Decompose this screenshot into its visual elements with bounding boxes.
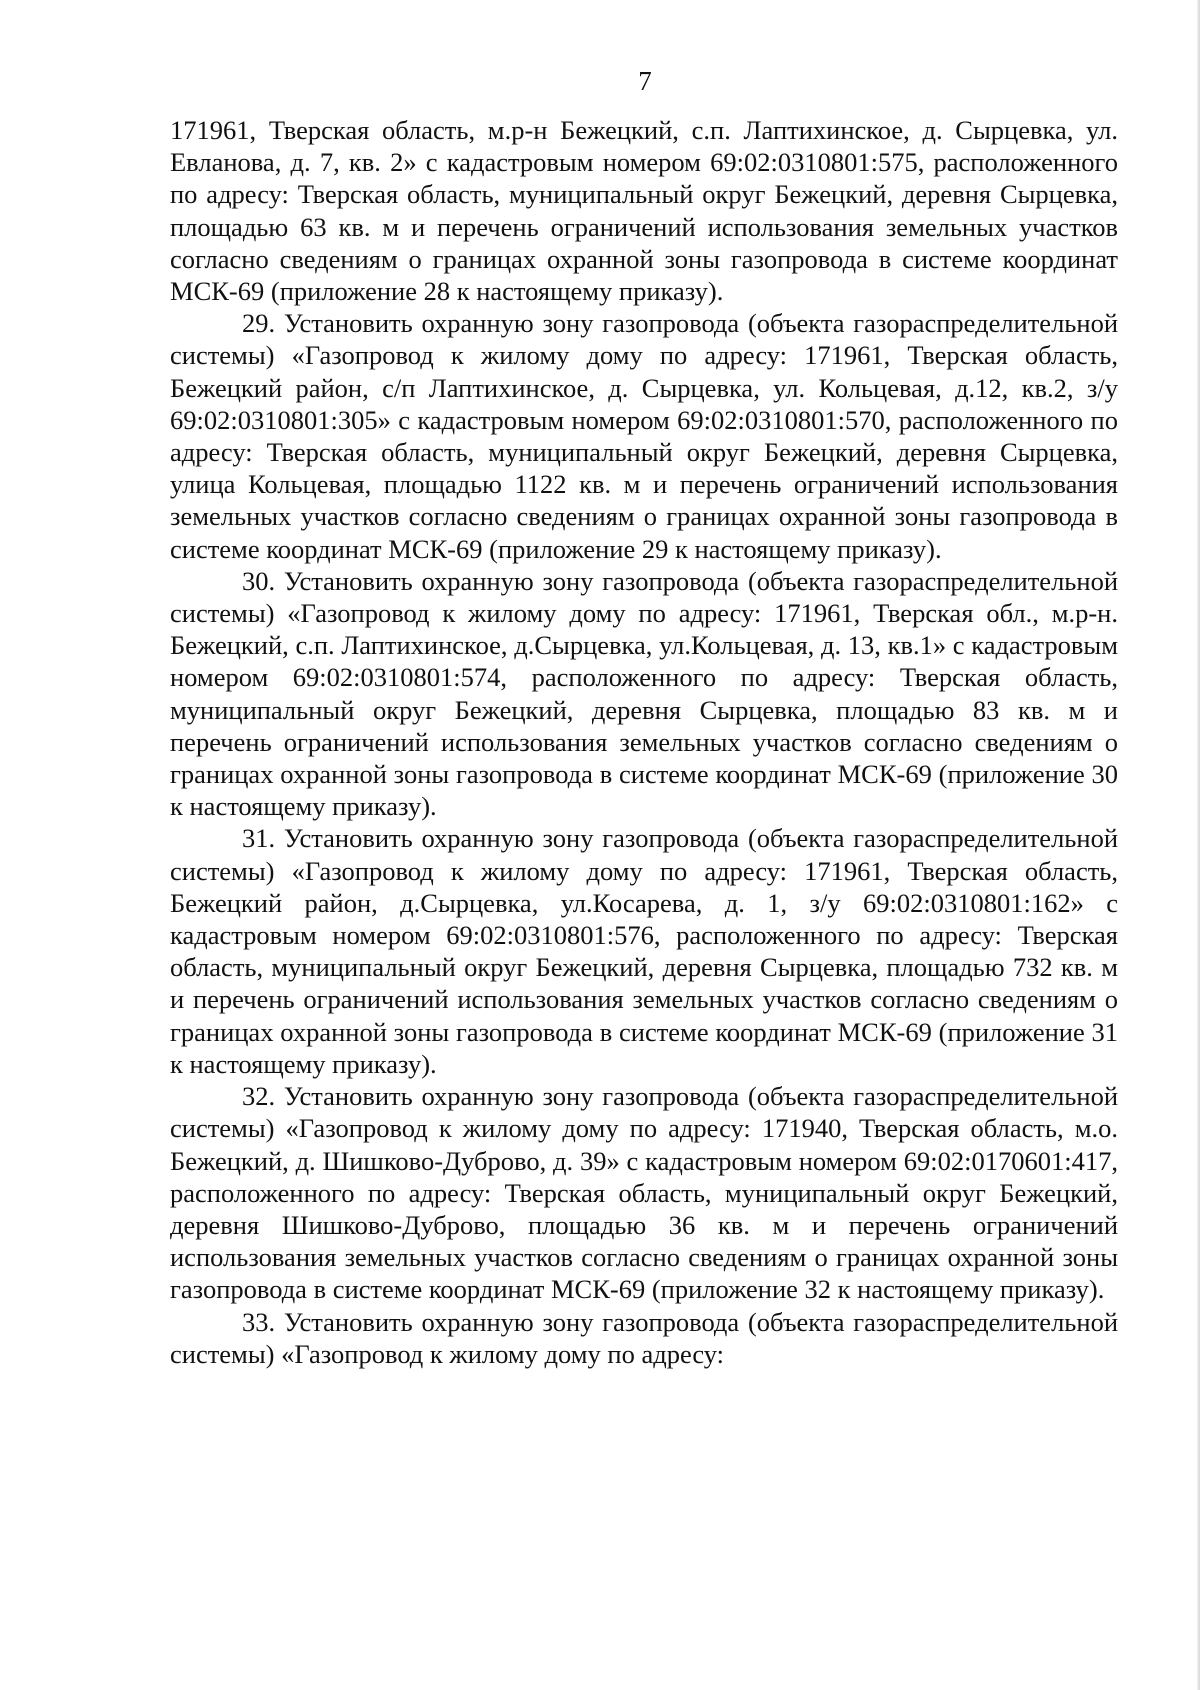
paragraph-continuation: 171961, Тверская область, м.р-н Бежецкий, с.п. Лаптихинское, д. Сырцевка, ул. Евланова, д. 7, кв. 2» с кадастровым номером 69:02:0310801:575, расположенного по адресу: Тверская область, муниципальный округ Бежецкий, деревня Сырцевка, площадью 63 кв. м и перечень ограничений использования земельных участков согласно сведениям о границах охранной зоны газопровода в системе координат МСК-69 (приложение 28 к настоящему приказу). bbox=[170, 115, 1118, 307]
document-body bbox=[170, 114, 1118, 1370]
paragraph-item-29: 29. Установить охранную зону газопровода (объекта газораспределительной системы) «Газопровод к жилому дому по адресу: 171961, Тверская область, Бежецкий район, с/п Лаптихинское, д. Сырцевка, ул. Кольцевая, д.12, кв.2, з/у 69:02:0310801:305» с кадастровым номером 69:02:0310801:570, расположенного по адресу: Тверская область, муниципальный округ Бежецкий, деревня Сырцевка, улица Кольцевая, площадью 1122 кв. м и перечень ограничений использования земельных участков согласно сведениям о границах охранной зоны газопровода в системе координат МСК-69 (приложение 29 к настоящему приказу). bbox=[170, 308, 1118, 564]
paragraph-item-32: 32. Установить охранную зону газопровода (объекта газораспределительной системы) «Газопровод к жилому дому по адресу: 171940, Тверская область, м.о. Бежецкий, д. Шишково-Дуброво, д. 39» с кадастровым номером 69:02:0170601:417, расположенного по адресу: Тверская область, муниципальный округ Бежецкий, деревня Шишково-Дуброво, площадью 36 кв. м и перечень ограничений использования земельных участков согласно сведениям о границах охранной зоны газопровода в системе координат МСК-69 (приложение 32 к настоящему приказу). bbox=[170, 1081, 1118, 1305]
paragraph-item-31: 31. Установить охранную зону газопровода (объекта газораспределительной системы) «Газопровод к жилому дому по адресу: 171961, Тверская область, Бежецкий район, д.Сырцевка, ул.Косарева, д. 1, з/у 69:02:0310801:162» с кадастровым номером 69:02:0310801:576, расположенного по адресу: Тверская область, муниципальный округ Бежецкий, деревня Сырцевка, площадью 732 кв. м и перечень ограничений использования земельных участков согласно сведениям о границах охранной зоны газопровода в системе координат МСК-69 (приложение 31 к настоящему приказу). bbox=[170, 823, 1118, 1079]
paragraph-item-33: 33. Установить охранную зону газопровода (объекта газораспределительной системы) «Газопровод к жилому дому по адресу: bbox=[170, 1306, 1118, 1369]
paragraph-item-30: 30. Установить охранную зону газопровода (объекта газораспределительной системы) «Газопровод к жилому дому по адресу: 171961, Тверская обл., м.р-н. Бежецкий, с.п. Лаптихинское, д.Сырцевка, ул.Кольцевая, д. 13, кв.1» с кадастровым номером 69:02:0310801:574, расположенного по адресу: Тверская область, муниципальный округ Бежецкий, деревня Сырцевка, площадью 83 кв. м и перечень ограничений использования земельных участков согласно сведениям о границах охранной зоны газопровода в системе координат МСК-69 (приложение 30 к настоящему приказу). bbox=[170, 565, 1118, 822]
page-number: 7 bbox=[638, 66, 652, 96]
